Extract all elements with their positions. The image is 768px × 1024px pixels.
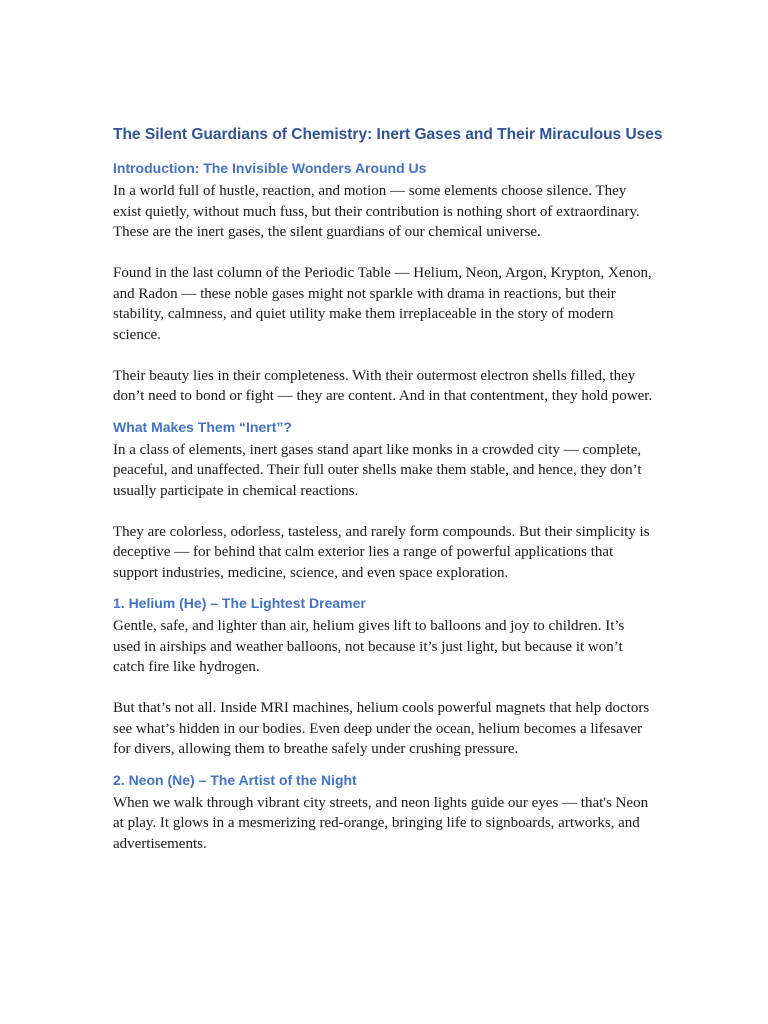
- paragraph: Their beauty lies in their completeness. With their outermost electron shells filled, they don’t need to bond or fight — they are content. And in that contentment, they hold power.: [113, 367, 653, 404]
- paragraph: But that’s not all. Inside MRI machines, helium cools powerful magnets that help doctors see what’s hidden in our bodies. Even deep under the ocean, helium becomes a lifesaver for divers, allowing them to breathe safely under crushing pressure.: [113, 700, 650, 757]
- section-helium: [113, 593, 653, 760]
- paragraph: They are colorless, odorless, tasteless, and rarely form compounds. But their simplicity is deceptive — for behind that calm exterior lies a range of powerful applications that support industries, medicine, science, and even space exploration.: [113, 523, 650, 581]
- section-heading: What Makes Them “Inert”?: [113, 418, 292, 435]
- section-introduction: [113, 158, 653, 407]
- document-title: The Silent Guardians of Chemistry: Inert Gases and Their Miraculous Uses: [113, 126, 663, 143]
- section-heading: Introduction: The Invisible Wonders Around Us: [113, 160, 427, 176]
- paragraph: When we walk through vibrant city streets, and neon lights guide our eyes — that's Neon at play. It glows in a mesmerizing red-orange, bringing life to signboards, artworks, and advertisements.: [113, 794, 649, 852]
- paragraph: In a class of elements, inert gases stand apart like monks in a crowded city — complete, peaceful, and unaffected. Their full outer shells make them stable, and hence, they don’t usually participate in chemical reactions.: [113, 441, 642, 499]
- section-what-makes-them-inert: [113, 417, 653, 584]
- section-heading: 1. Helium (He) – The Lightest Dreamer: [113, 595, 366, 611]
- section-heading: 2. Neon (Ne) – The Artist of the Night: [113, 771, 357, 788]
- section-neon: [113, 770, 653, 855]
- paragraph: Gentle, safe, and lighter than air, helium gives lift to balloons and joy to children. It’s used in airships and weather balloons, not because it’s just light, but because it won’t catch fire like hydrogen.: [113, 618, 625, 675]
- paragraph: Found in the last column of the Periodic Table — Helium, Neon, Argon, Krypton, Xenon, and Radon — these noble gases might not sparkle with drama in reactions, but their stability, calmness, and quiet utility make them irreplaceable in the story of modern science.: [113, 265, 652, 343]
- paragraph: In a world full of hustle, reaction, and motion — some elements choose silence. They exist quietly, without much fuss, but their contribution is nothing short of extraordinary. These are the inert gases, the silent guardians of our chemical universe.: [113, 183, 640, 240]
- document-page: [113, 124, 663, 864]
